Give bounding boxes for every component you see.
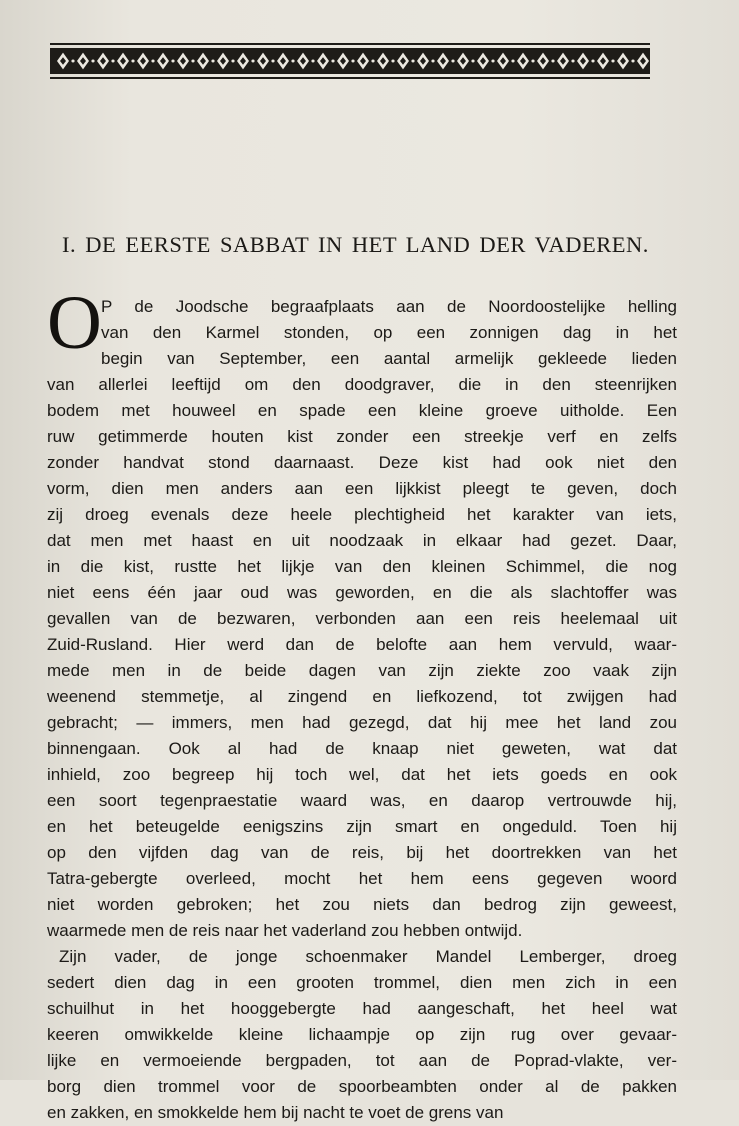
text-line: lijke en vermoeiende bergpaden, tot aan de Poprad-vlakte, ver- — [47, 1051, 677, 1070]
ornament-dot — [251, 60, 254, 63]
ornament-dot — [531, 60, 534, 63]
text-line: en het beteugelde eenigszins zijn smart en ongeduld. Toen hij — [47, 817, 677, 836]
ornament-dot — [551, 60, 554, 63]
text-line: niet worden gebroken; het zou niets dan bedrog zijn geweest, — [47, 895, 677, 914]
text-line: weenend stemmetje, al zingend en liefkozend, tot zwijgen had — [47, 687, 677, 706]
ornament-pattern — [50, 48, 650, 74]
ornament-dot — [611, 60, 614, 63]
text-line: ruw getimmerde houten kist zonder een streekje verf en zelfs — [47, 427, 677, 446]
ornament-dot — [351, 60, 354, 63]
text-line: zij droeg evenals deze heele plechtigheid het karakter van iets, — [47, 505, 677, 524]
text-line: inhield, zoo begreep hij toch wel, dat het iets goeds en ook — [47, 765, 677, 784]
text-line: op den vijfden dag van de reis, bij het doortrekken van het — [47, 843, 677, 862]
ornament-dot — [331, 60, 334, 63]
ornament-dot — [191, 60, 194, 63]
ornament-dot — [391, 60, 394, 63]
chapter-title: I. DE EERSTE SABBAT IN HET LAND DER VADEREN. — [62, 232, 649, 257]
ornament-dot — [271, 60, 274, 63]
text-line: sedert dien dag in een grooten trommel, dien men zich in een — [47, 973, 677, 992]
ornament-dot — [91, 60, 94, 63]
ornament-dot — [211, 60, 214, 63]
text-line: bodem met houweel en spade een kleine groeve uitholde. Een — [47, 401, 677, 420]
ornament-dot — [231, 60, 234, 63]
ornament-dot — [71, 60, 74, 63]
text-line: P de Joodsche begraafplaats aan de Noordoostelijke helling — [101, 297, 677, 316]
ornament-dot — [471, 60, 474, 63]
text-line: borg dien trommel voor de spoorbeambten onder al de pakken — [47, 1077, 677, 1096]
text-line: en zakken, en smokkelde hem bij nacht te voet de grens van — [47, 1103, 504, 1122]
text-line: vorm, dien men anders aan een lijkkist pleegt te geven, doch — [47, 479, 677, 498]
text-line: van allerlei leeftijd om den doodgraver, die in den steenrijken — [47, 375, 677, 394]
ornament-dot — [491, 60, 494, 63]
text-line: Tatra-gebergte overleed, mocht het hem eens gegeven woord — [47, 869, 677, 888]
ornament-dot — [111, 60, 114, 63]
ornament-dot — [571, 60, 574, 63]
text-line: mede men in de beide dagen van zijn ziekte zoo vaak zijn — [47, 661, 677, 680]
text-line: van den Karmel stonden, op een zonnigen dag in het — [101, 323, 677, 342]
ornament-dot — [431, 60, 434, 63]
ornament-dot — [511, 60, 514, 63]
decorative-border-icon — [50, 43, 650, 79]
text-line: niet eens één jaar oud was geworden, en die als slachtoffer was — [47, 583, 677, 602]
drop-cap: O — [47, 281, 102, 365]
ornament-dot — [131, 60, 134, 63]
ornament-dot — [171, 60, 174, 63]
ornament-dot — [371, 60, 374, 63]
text-line: Zijn vader, de jonge schoenmaker Mandel Lemberger, droeg — [59, 947, 677, 966]
text-line: in die kist, rustte het lijkje van den kleinen Schimmel, die nog — [47, 557, 677, 576]
ornament-dot — [591, 60, 594, 63]
text-line: keeren omwikkelde kleine lichaampje op zijn rug over gevaar- — [47, 1025, 677, 1044]
ornament-dot — [151, 60, 154, 63]
text-line: een soort tegenpraestatie waard was, en daarop vertrouwde hij, — [47, 791, 677, 810]
text-line: zonder handvat stond daarnaast. Deze kist had ook niet den — [47, 453, 677, 472]
text-line: gevallen van de bezwaren, verbonden aan een reis heelemaal uit — [47, 609, 677, 628]
ornament-dot — [451, 60, 454, 63]
text-line: Zuid-Rusland. Hier werd dan de belofte aan hem vervuld, waar- — [47, 635, 677, 654]
text-line: gebracht; — immers, men had gezegd, dat hij mee het land zou — [47, 713, 677, 732]
text-line: waarmede men de reis naar het vaderland zou hebben ontwijd. — [47, 921, 523, 940]
ornament-dot — [411, 60, 414, 63]
text-line: binnengaan. Ook al had de knaap niet geweten, wat dat — [47, 739, 677, 758]
ornament-dot — [311, 60, 314, 63]
text-line: schuilhut in het hooggebergte had aangeschaft, het heel wat — [47, 999, 677, 1018]
ornament-dot — [631, 60, 634, 63]
text-line: dat men met haast en uit noodzaak in elkaar had gezet. Daar, — [47, 531, 677, 550]
ornament-dot — [291, 60, 294, 63]
text-line: begin van September, een aantal armelijk gekleede lieden — [101, 349, 677, 368]
